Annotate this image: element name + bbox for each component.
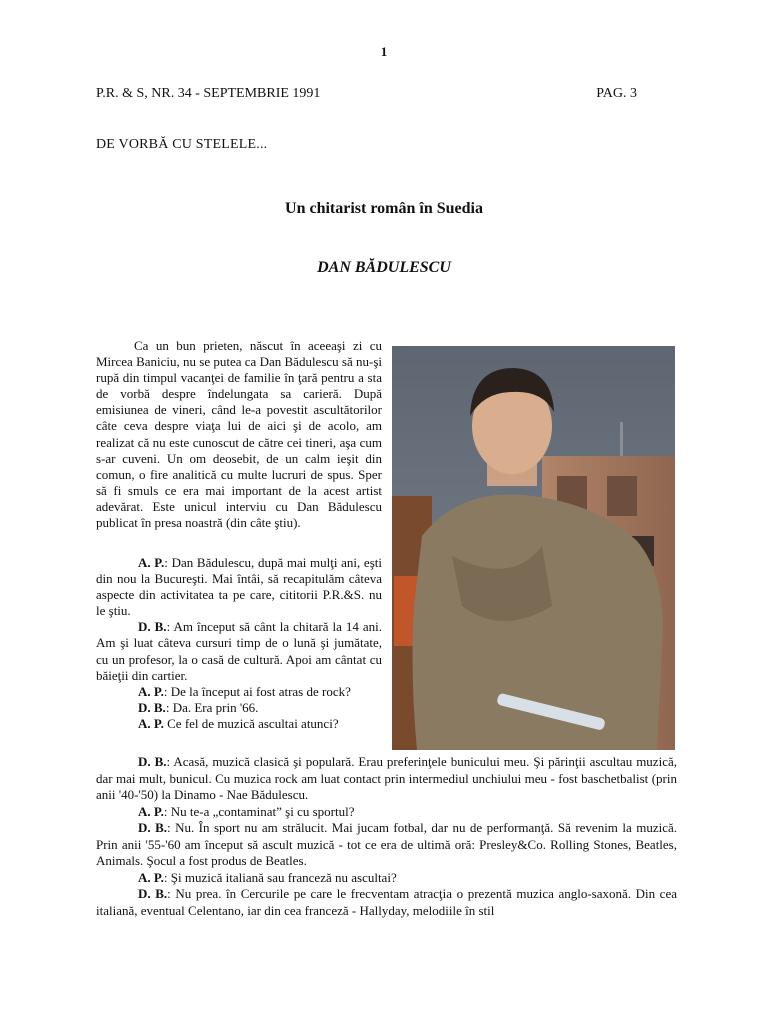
speaker-label: A. P. [138, 715, 164, 731]
qa-item [96, 555, 382, 619]
portrait-photo-icon [392, 346, 675, 750]
interview-full-width [96, 754, 677, 919]
page-number: 1 [380, 44, 388, 59]
qa-item [96, 684, 382, 700]
speaker-separator: : [167, 886, 176, 901]
intro-paragraph [96, 338, 382, 531]
speaker-separator: : [163, 803, 171, 819]
qa-text: Dan Bădulescu, după mai mulţi ani, eşti din nou la Bucureşti. Mai întâi, să recapitulăm câteva aspecte din activitatea ta pe care, cititorii P.R.&S. nu le ştiu. [96, 555, 382, 619]
speaker-label: A. P. [138, 869, 164, 885]
qa-item [96, 804, 677, 821]
speaker-separator: : [163, 869, 171, 885]
qa-item [96, 716, 382, 732]
qa-text: Da. Era prin '66. [172, 699, 259, 715]
page-label: PAG. 3 [596, 86, 637, 101]
speaker-label: D. B. [138, 619, 167, 635]
speaker-label: A. P. [138, 803, 164, 819]
speaker-separator: : [166, 619, 174, 635]
speaker-label: D. B. [138, 886, 168, 901]
qa-text: Şi muzică italiană sau franceză nu ascultai? [170, 869, 397, 885]
qa-text: Nu prea. în Cercurile pe care le frecventam atracţia o prezentă muzica anglo-saxonă. Din cea italiană, eventual Celentano, iar din cea franceză - Hallyday, melodiile în stil [96, 886, 677, 918]
article-author: DAN BĂDULESCU [317, 259, 451, 276]
speaker-label: D. B. [138, 699, 166, 715]
speaker-label: A. P. [138, 555, 165, 570]
speaker-separator: : [164, 555, 172, 570]
speaker-separator: : [163, 683, 171, 699]
speaker-separator: : [165, 699, 173, 715]
qa-item [96, 754, 677, 804]
portrait-illustration [392, 346, 675, 750]
speaker-separator: : [166, 754, 174, 769]
qa-text: Am început să cânt la chitară la 14 ani. Am şi luat câteva cursuri timp de o lună şi jumătate, cu un profesor, la o casă de cultură. Apoi am cântat cu băieţii din cartier. [96, 619, 382, 683]
qa-item [96, 619, 382, 683]
qa-text: Nu. În sport nu am strălucit. Mai jucam fotbal, dar nu de performanţă. Să revenim la muzică. Prin anii '55-'60 am început să ascult muzică - tot ce era de ultimă oră: Presley&Co. Rolling Stones, Beatles, Animals. Şocul a fost produs de Beatles. [96, 820, 677, 868]
qa-item [96, 820, 677, 870]
qa-item [96, 886, 677, 919]
qa-text: Acasă, muzică clasică şi populară. Erau preferinţele bunicului meu. Şi părinţii ascultau muzică, dar mai mult, bunicul. Cu muzica rock am luat contact prin intermediul unchiului meu - fost baschetbalist (prin anii '40-'50) la Dinamo - Nae Bădulescu. [96, 754, 677, 802]
qa-item [96, 700, 382, 716]
publication-header: P.R. & S, NR. 34 - SEPTEMBRIE 1991 [96, 86, 321, 101]
qa-item [96, 870, 677, 887]
speaker-label: D. B. [138, 754, 167, 769]
section-title: DE VORBĂ CU STELELE... [96, 137, 268, 152]
article-title: Un chitarist român în Suedia [285, 200, 483, 217]
speaker-label: A. P. [138, 683, 164, 699]
speaker-label: D. B. [138, 820, 168, 835]
qa-text: Nu te-a „contaminat” şi cu sportul? [170, 803, 355, 819]
interview-column [96, 555, 382, 732]
speaker-separator: : [167, 820, 176, 835]
qa-text: Ce fel de muzică ascultai atunci? [167, 715, 339, 731]
qa-text: De la început ai fost atras de rock? [170, 683, 351, 699]
intro-text: Ca un bun prieten, născut în aceeaşi zi cu Mircea Baniciu, nu se putea ca Dan Bădulescu să nu-şi rupă din timpul vacanţei de familie în ţară pentru a sta de vorbă despre îndelungata sa carieră. După emisiunea de vineri, când le-a povestit ascultătorilor câte ceva despre viaţa lui de aici şi de acolo, am realizat că nu este cunoscut de către cei tineri, aşa cum s-ar cuveni. Un om deosebit, de un calm ieşit din comun, o fire analitică cu multe lucruri de spus. Sper să fi smuls ce era mai important de la acest artist adevărat. Este unicul interviu cu Dan Bădulescu publicat în presa noastră (din câte ştiu). [96, 338, 382, 531]
